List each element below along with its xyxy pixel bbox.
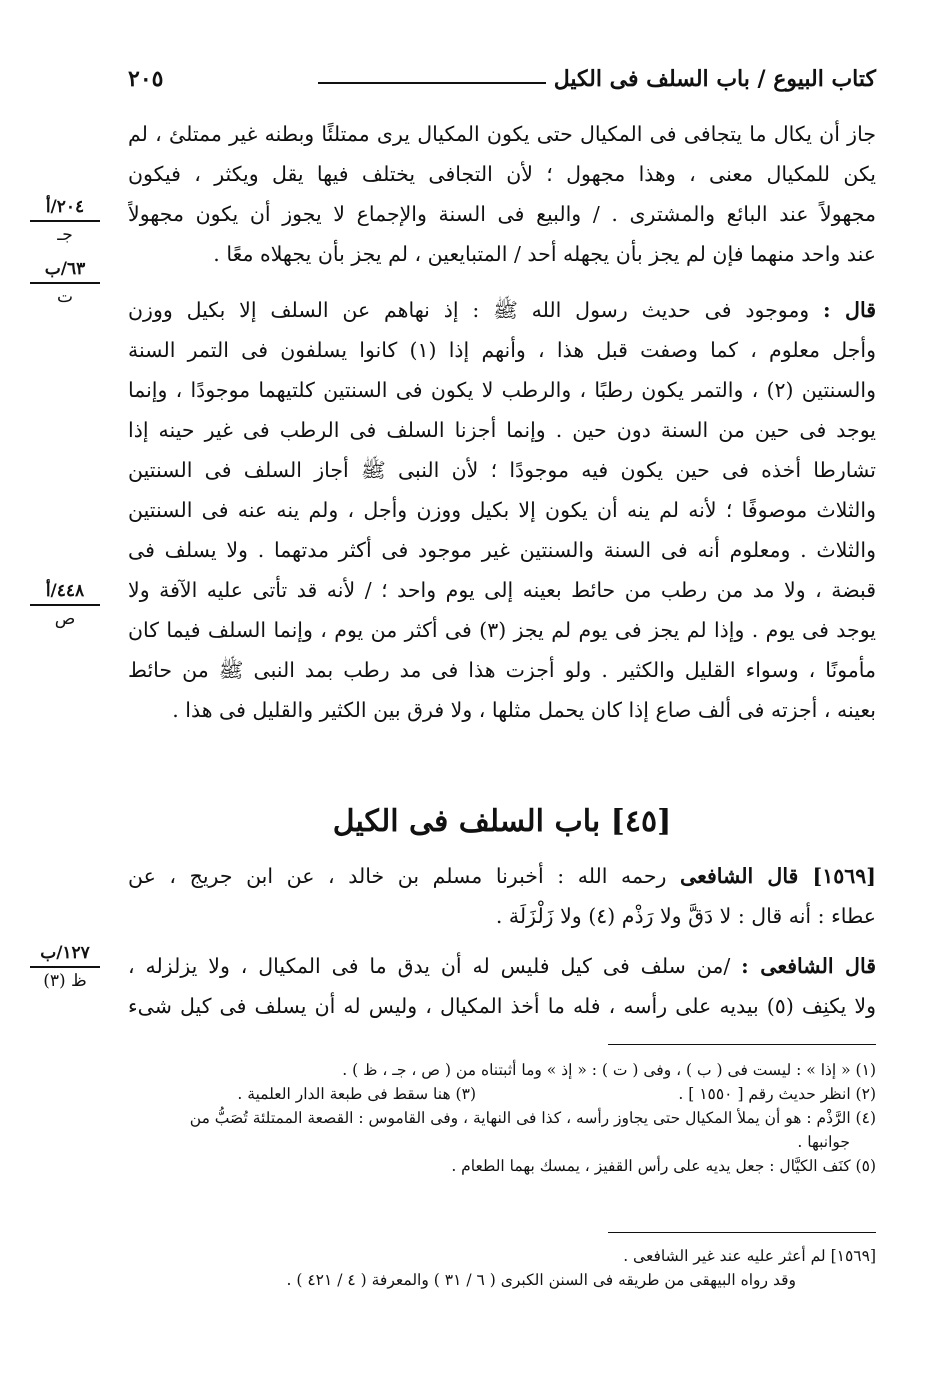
- footnote-5: (٥) كنَف الكيَّال : جعل يديه على رأس القفيز ، يمسك بهما الطعام .: [451, 1157, 876, 1175]
- speaker-label: قال الشافعى :: [741, 954, 876, 978]
- text-line: والسنتين (٢) ، والتمر يكون رطبًا ، والرطب لا يكون فى السنتين كلتيهما موجودًا ، وإنما: [128, 378, 876, 402]
- margin-ref-sigil: ص: [54, 609, 76, 629]
- paragraph-4: [128, 946, 876, 1026]
- footnote-4-continued: جوانبها .: [797, 1133, 850, 1151]
- paragraph-1: [128, 114, 876, 274]
- text-line: يكن للمكيال معنى ، وهذا مجهول ؛ لأن التجافى يختلف فيها يقل ويكثر ، فيكون: [128, 162, 876, 186]
- text-line: يوجد فى يوم . وإذا لم يجز فى يوم لم يجز (٣) فى أكثر من يوم ، وإنما السلف فيما كان: [128, 618, 876, 642]
- paragraph-2: [128, 290, 876, 730]
- text-line: قبضة ، ولا مد من رطب من حائط بعينه إلى يوم واحد ؛ / لأنه قد تأتى عليه الآفة ولا: [128, 578, 876, 602]
- footnote-4: (٤) الرَّذْم : هو أن يملأ المكيال حتى يجاوز رأسه ، كذا فى النهاية ، وفى القاموس : القصعة الممتلئة تُصَبُّ من: [189, 1109, 876, 1127]
- speaker-label: قال :: [823, 298, 876, 322]
- text-line: ولا يكنِف (٥) بيديه على رأسه ، فله ما أخذ المكيال ، وليس له أن يسلف فى كيل شىء: [128, 994, 876, 1018]
- text-line: عند واحد منهما فإن لم يجز بأن يجهله أحد / المتبايعين ، لم يجز بأن يجهلاه معًا .: [213, 242, 876, 266]
- text-line: جاز أن يكال ما يتجافى فى المكيال حتى يكون المكيال يرى ممتلئًا وبطنه غير ممتلئ ، لم: [128, 122, 876, 146]
- footnote-1: (١) « إذا » : ليست فى ( ب ) ، وفى ( ت ) : « إذ » وما أثبتناه من ( ص ، جـ ، ظ ) .: [342, 1061, 876, 1079]
- references: [128, 1244, 876, 1292]
- reference-line-1: [١٥٦٩] لم أعثر عليه عند غير الشافعى .: [623, 1247, 876, 1265]
- footnote-3: (٣) هنا سقط فى طبعة الدار العلمية .: [237, 1085, 476, 1103]
- footnote-2: (٢) انظر حديث رقم [ ١٥٥٠ ] .: [678, 1085, 876, 1103]
- text-line: [128, 856, 876, 896]
- text-line: يوجد فى حين من السنة دون حين . وإنما أجزنا السلف فى الرطب فى غير حينه إذا: [128, 418, 876, 442]
- running-header: [128, 62, 876, 100]
- text-line: [128, 290, 876, 330]
- paragraph-3: [128, 856, 876, 936]
- text-line: بعينه ، أجزته فى ألف صاع إذا كان يحمل مثلها ، ولا فرق بين الكثير والقليل فى هذا .: [172, 698, 876, 722]
- margin-ref-fraction: ٢٠٤/أ: [30, 196, 100, 222]
- line-text: /من سلف فى كيل فليس له أن يدق ما فى المكيال ، ولا يزلزله ،: [128, 954, 731, 978]
- header-title: كتاب البيوع / باب السلف فى الكيل: [553, 66, 876, 92]
- text-line: [128, 946, 876, 986]
- line-text: رحمه الله : أخبرنا مسلم بن خالد ، عن ابن جريج ، عن: [128, 864, 667, 888]
- margin-ref-fraction: ٦٣/ب: [30, 258, 100, 284]
- margin-ref-sigil: ظ (٣): [43, 971, 87, 991]
- header-rule: [318, 82, 546, 84]
- text-line: عطاء : أنه قال : لا دَقَّ ولا رَذْم (٤) ولا زَلْزَلَة .: [495, 904, 876, 928]
- margin-ref-3: [30, 580, 100, 630]
- text-line: مأمونًا ، وسواء القليل والكثير . ولو أجزت هذا فى مد رطب بمد النبى ﷺ من حائط: [128, 658, 876, 682]
- reference-line-2: وقد رواه البيهقى من طريقه فى السنن الكبرى ( ٦ / ٣١ ) والمعرفة ( ٤ / ٤٢١ ) .: [286, 1271, 796, 1289]
- chapter-title: [٤٥] باب السلف فى الكيل: [332, 804, 672, 839]
- footnote-separator: [608, 1044, 876, 1045]
- hadith-number-label: [١٥٦٩] قال الشافعى: [679, 864, 876, 888]
- margin-ref-fraction: ١٢٧/ب: [30, 942, 100, 968]
- references-separator: [608, 1232, 876, 1233]
- margin-ref-sigil: ت: [56, 287, 73, 307]
- text-line: وأجل معلوم ، كما وصفت قبل هذا ، وأنهم إذا (١) كانوا يسلفون فى التمر السنة: [128, 338, 876, 362]
- margin-ref-4: [30, 942, 100, 992]
- margin-ref-1: [30, 196, 100, 246]
- line-text: وموجود فى حديث رسول الله ﷺ : إذ نهاهم عن السلف إلا بكيل ووزن: [128, 298, 810, 322]
- text-line: والثلاث . ومعلوم أنه فى السنة والسنتين غير موجود فى أكثر مدتهما . ولا يسلف فى: [128, 538, 876, 562]
- margin-ref-fraction: ٤٤٨/أ: [30, 580, 100, 606]
- page-number: ٢٠٥: [128, 66, 164, 92]
- text-line: تشارطا أخذه فى حين يكون فيه موجودًا ؛ لأن النبى ﷺ أجاز السلف فى السنتين: [128, 458, 876, 482]
- text-line: والثلاث موصوفًا ؛ لأنه لم ينه أن يكون إلا بكيل ووزن وأجل ، ولم ينه عنه فى السنتين: [128, 498, 876, 522]
- text-line: مجهولاً عند البائع والمشترى . / والبيع فى السنة والإجماع لا يجوز أن يكون مجهولاً: [128, 202, 876, 226]
- margin-ref-2: [30, 258, 100, 308]
- margin-ref-sigil: جـ: [57, 225, 73, 245]
- footnotes: [128, 1058, 876, 1178]
- footnote-row-2-3: [128, 1082, 876, 1106]
